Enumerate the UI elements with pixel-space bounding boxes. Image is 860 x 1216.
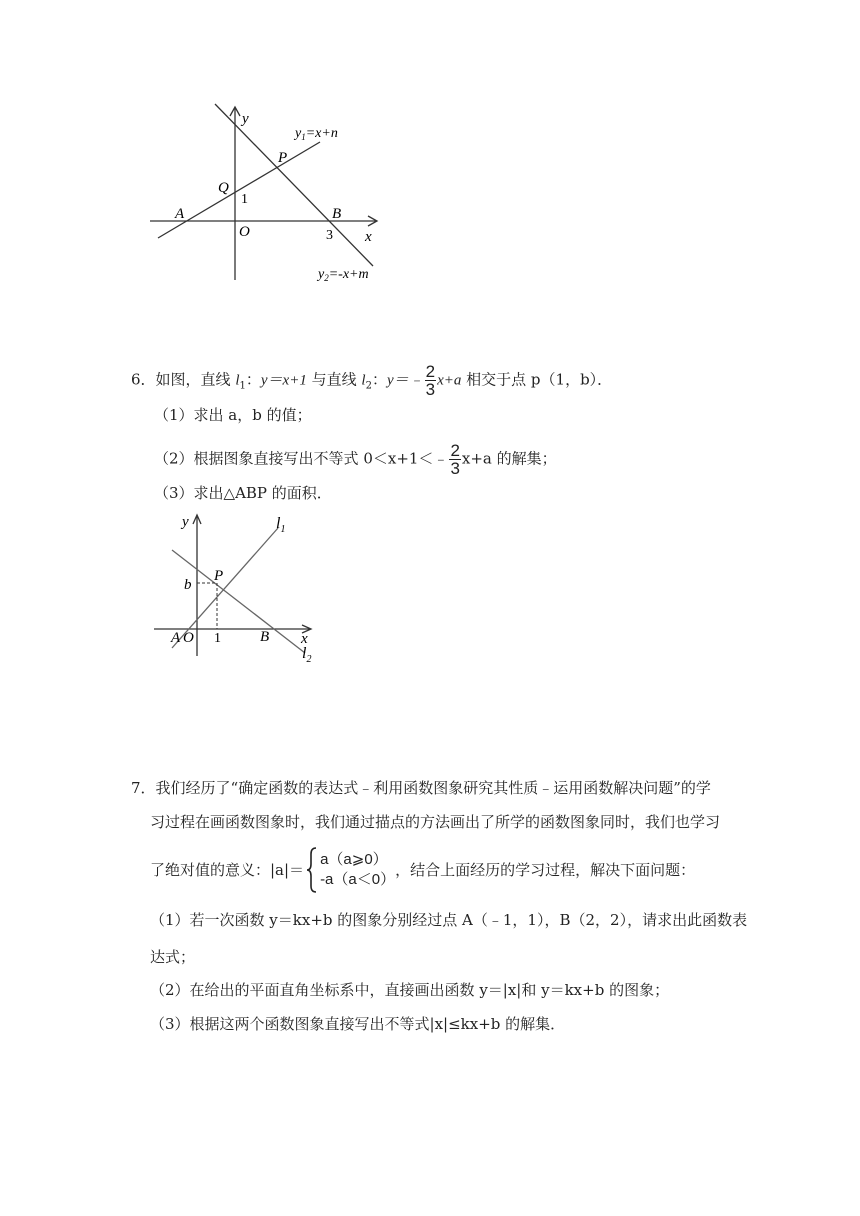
figure-1-graph bbox=[140, 100, 400, 290]
fig2-origin: O bbox=[183, 630, 194, 646]
figure-2-graph bbox=[150, 508, 325, 668]
q7-sub1-b: 达式； bbox=[150, 948, 196, 966]
fig1-y-label: y bbox=[242, 111, 249, 127]
fig2-point-A: A bbox=[171, 630, 181, 646]
q6-sub3: （3）求出△ABP 的面积． bbox=[154, 484, 332, 502]
q6-sub1: （1）求出 a，b 的值； bbox=[154, 406, 312, 424]
fig1-point-P: P bbox=[278, 150, 288, 166]
fig2-y-label: y bbox=[182, 514, 189, 530]
q7-line1: 7．我们经历了“确定函数的表达式﹣利用函数图象研究其性质﹣运用函数解决问题”的学 bbox=[131, 779, 711, 797]
fig1-point-B: B bbox=[332, 206, 342, 222]
q6-stem: 6．如图，直线 $l_1$：y＝x+1 与直线 $l_2$：y＝﹣ $\frac{2}{3}$ x+a 相交于点 p（1，b）． bbox=[131, 362, 613, 399]
fig1-line2-label: $y_2=-x+m$ bbox=[318, 267, 369, 283]
fig2-point-B: B bbox=[260, 629, 270, 645]
q7-sub3: （3）根据这两个函数图象直接写出不等式|x|≤kx+b 的解集． bbox=[150, 1015, 566, 1033]
fig2-point-b: b bbox=[184, 577, 192, 593]
fig1-point-Q: Q bbox=[218, 180, 229, 196]
q7-line3: 了绝对值的意义：|a|＝ a（a⩾0） -a（a＜0） ，结合上面经历的学习过程，解决下面问题： bbox=[150, 846, 695, 894]
q6-fraction: $\frac{2}{3}$ bbox=[425, 362, 436, 399]
fig2-point-P: P bbox=[214, 568, 224, 584]
q6-sub2-fraction: $\frac{2}{3}$ bbox=[450, 441, 460, 478]
fig1-point-A: A bbox=[175, 206, 185, 222]
fig1-x-label: x bbox=[365, 229, 372, 245]
q6-sub2: （2）根据图象直接写出不等式 0＜x+1＜﹣ $\frac{2}{3}$ x+a 的解集； bbox=[154, 441, 557, 478]
brace-icon bbox=[306, 846, 318, 894]
fig1-origin: O bbox=[239, 224, 250, 240]
fig1-tick-3: 3 bbox=[326, 228, 333, 243]
q7-line2: 习过程在画函数图象时，我们通过描点的方法画出了所学的函数图象同时，我们也学习 bbox=[150, 813, 721, 831]
fig2-l2-label: $l_2$ bbox=[302, 645, 312, 665]
fig2-l1-label: $l_1$ bbox=[276, 515, 286, 535]
q7-sub1-a: （1）若一次函数 y＝kx+b 的图象分别经过点 A（﹣1，1），B（2，2），请求出此函数表 bbox=[150, 911, 748, 929]
fig1-tick-1: 1 bbox=[241, 192, 248, 207]
fig2-x-label: x bbox=[301, 631, 308, 647]
q7-piecewise: a（a⩾0） -a（a＜0） bbox=[320, 851, 396, 888]
q7-sub2: （2）在给出的平面直角坐标系中，直接画出函数 y＝|x|和 y＝kx+b 的图象； bbox=[150, 981, 670, 999]
fig1-line1-label: $y_1=x+n$ bbox=[295, 126, 338, 142]
fig2-tick-1: 1 bbox=[214, 631, 221, 646]
